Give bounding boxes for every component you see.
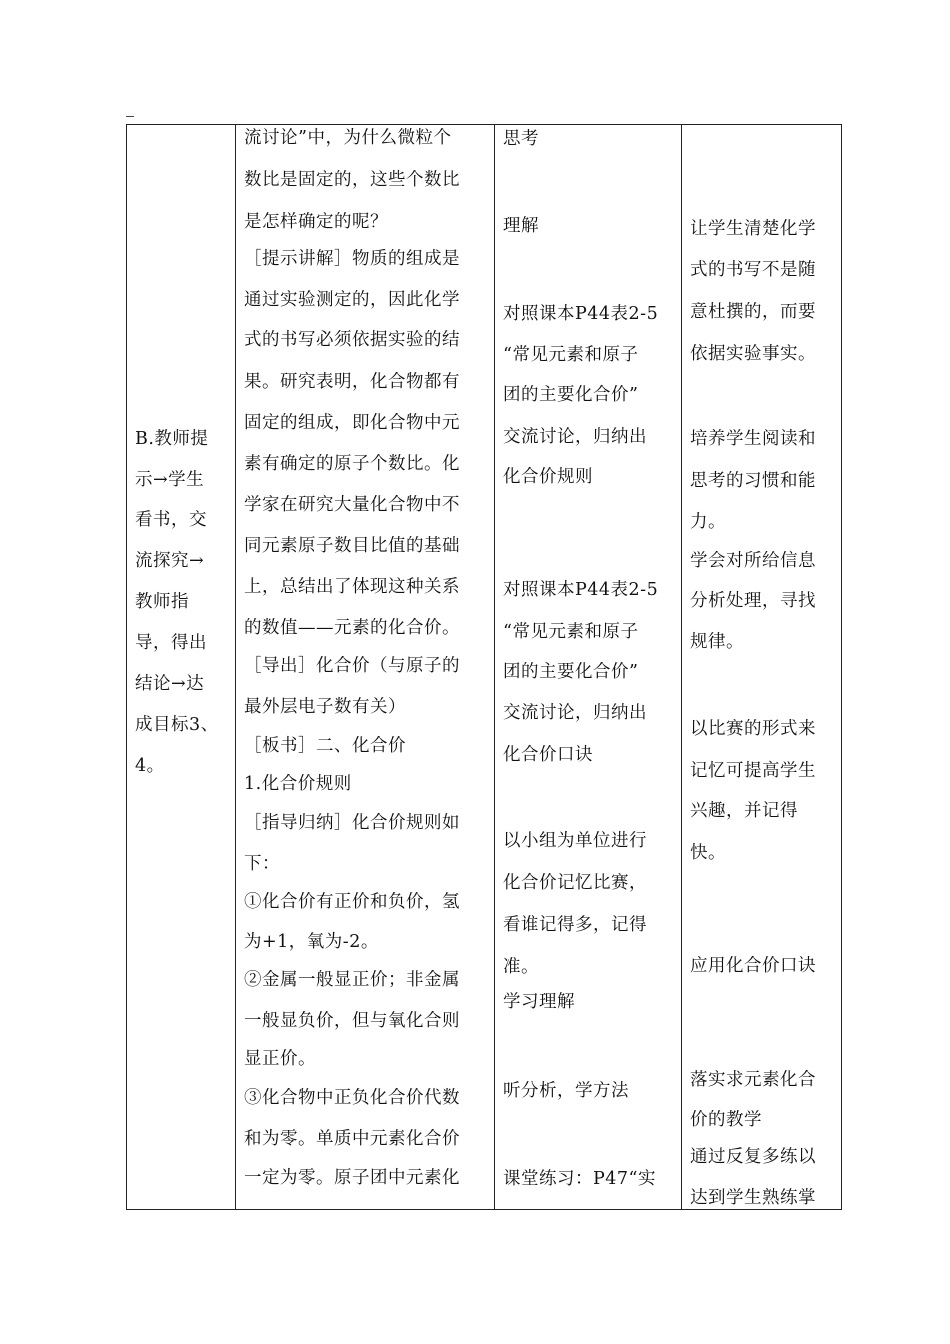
col4-text-line: 力。 — [690, 512, 726, 532]
col1-text-line: 导，得出 — [135, 633, 207, 653]
col4-text-line: 依据实验事实。 — [690, 344, 816, 364]
col2-text-line: 果。研究表明，化合物都有 — [244, 372, 460, 392]
col3-text-line: 对照课本P44表2-5 — [503, 580, 659, 600]
col2-text-line: 为+1，氧为-2。 — [244, 932, 379, 952]
col4-text-line: 规律。 — [690, 632, 744, 652]
student-activity-column — [495, 125, 681, 1209]
col1-text-line: 流探究→ — [135, 551, 205, 571]
col1-text-line: 示→学生 — [135, 470, 205, 490]
col1-text-line: B.教师提 — [135, 429, 209, 449]
col2-text-line: 式的书写必须依据实验的结 — [244, 330, 460, 350]
col4-text-line: 让学生清楚化学 — [690, 219, 816, 239]
col3-text-line: 听分析，学方法 — [503, 1081, 629, 1101]
col4-text-line: 学会对所给信息 — [690, 551, 816, 571]
col4-text-line: 式的书写不是随 — [690, 260, 816, 280]
col2-text-line: 同元素原子数目比值的基础 — [244, 536, 460, 556]
col2-text-line: ［板书］二、化合价 — [244, 736, 406, 756]
design-intent-column — [682, 125, 842, 1209]
col2-text-line: 的数值——元素的化合价。 — [244, 618, 460, 638]
col3-text-line: 思考 — [503, 129, 539, 149]
col4-text-line: 兴趣，并记得 — [690, 801, 798, 821]
col1-text-line: 成目标3、 — [135, 715, 219, 735]
col4-text-line: 价的教学 — [690, 1110, 762, 1130]
page-corner-mark — [126, 116, 134, 117]
col2-text-line: 素有确定的原子个数比。化 — [244, 454, 460, 474]
col4-text-line: 快。 — [690, 843, 726, 863]
col3-text-line: 对照课本P44表2-5 — [503, 304, 659, 324]
col3-text-line: 团的主要化合价” — [503, 662, 639, 682]
col2-text-line: 固定的组成，即化合物中元 — [244, 413, 460, 433]
col2-text-line: 上，总结出了体现这种关系 — [244, 577, 460, 597]
col4-text-line: 思考的习惯和能 — [690, 471, 816, 491]
col3-text-line: 交流讨论，归纳出 — [503, 703, 647, 723]
col1-text-line: 教师指 — [135, 592, 189, 612]
teacher-activity-column — [236, 125, 494, 1209]
col2-text-line: 最外层电子数有关） — [244, 697, 406, 717]
col2-text-line: ①化合价有正价和负价，氢 — [244, 892, 460, 912]
col2-text-line: 下： — [244, 854, 280, 874]
col1-text-line: 4。 — [135, 756, 165, 776]
col4-text-line: 应用化合价口诀 — [690, 956, 816, 976]
col2-text-line: ③化合物中正负化合价代数 — [244, 1088, 460, 1108]
col3-text-line: 以小组为单位进行 — [503, 831, 647, 851]
col2-text-line: ［导出］化合价（与原子的 — [244, 656, 460, 676]
col4-text-line: 通过反复多练以 — [690, 1147, 816, 1167]
teaching-process-column — [127, 125, 235, 1209]
col2-text-line: 显正价。 — [244, 1049, 316, 1069]
col2-text-line: 和为零。单质中元素化合价 — [244, 1129, 460, 1149]
col4-text-line: 培养学生阅读和 — [690, 429, 816, 449]
col4-text-line: 达到学生熟练掌 — [690, 1188, 816, 1208]
col3-text-line: 化合价记忆比赛， — [503, 873, 647, 893]
col3-text-line: 化合价口诀 — [503, 745, 593, 765]
col2-text-line: 通过实验测定的，因此化学 — [244, 290, 460, 310]
col2-text-line: 流讨论”中，为什么微粒个 — [244, 128, 452, 148]
col2-text-line: ②金属一般显正价；非金属 — [244, 970, 460, 990]
col2-text-line: ［指导归纳］化合价规则如 — [244, 813, 460, 833]
col3-text-line: 理解 — [503, 216, 539, 236]
col3-text-line: 交流讨论，归纳出 — [503, 427, 647, 447]
lesson-plan-table — [126, 124, 842, 1210]
col1-text-line: 结论→达 — [135, 674, 205, 694]
col3-text-line: “常见元素和原子 — [503, 622, 639, 642]
col2-text-line: 1.化合价规则 — [244, 774, 352, 794]
col4-text-line: 落实求元素化合 — [690, 1070, 816, 1090]
col3-text-line: 课堂练习：P47“实 — [503, 1169, 656, 1189]
col3-text-line: 学习理解 — [503, 992, 575, 1012]
col2-text-line: 数比是固定的，这些个数比 — [244, 170, 460, 190]
col2-text-line: 一般显负价，但与氧化合则 — [244, 1011, 460, 1031]
col3-text-line: 化合价规则 — [503, 467, 593, 487]
col4-text-line: 以比赛的形式来 — [690, 719, 816, 739]
col4-text-line: 记忆可提高学生 — [690, 761, 816, 781]
col2-text-line: 一定为零。原子团中元素化 — [244, 1168, 460, 1188]
col3-text-line: 准。 — [503, 957, 539, 977]
col3-text-line: 看谁记得多，记得 — [503, 915, 647, 935]
col3-text-line: “常见元素和原子 — [503, 345, 639, 365]
col1-text-line: 看书，交 — [135, 510, 207, 530]
col4-text-line: 分析处理，寻找 — [690, 591, 816, 611]
col2-text-line: ［提示讲解］物质的组成是 — [244, 249, 460, 269]
col3-text-line: 团的主要化合价” — [503, 385, 639, 405]
col4-text-line: 意杜撰的，而要 — [690, 302, 816, 322]
col2-text-line: 是怎样确定的呢？ — [244, 212, 388, 232]
col2-text-line: 学家在研究大量化合物中不 — [244, 495, 460, 515]
